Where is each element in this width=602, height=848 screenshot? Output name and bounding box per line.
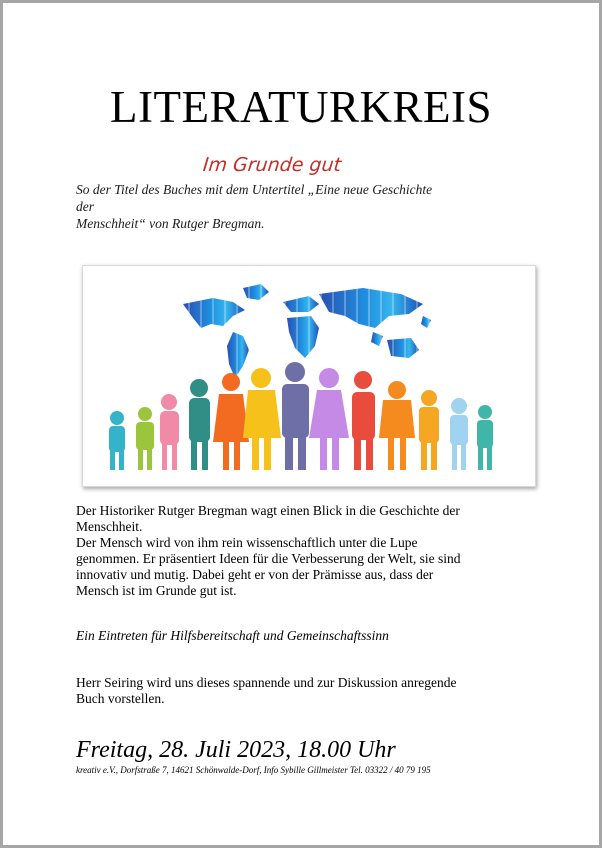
description-line: Menschheit. <box>76 519 143 534</box>
intro-line: So der Titel des Buches mit dem Untertitel „Eine neue Geschichte <box>76 182 433 197</box>
footer-contact: kreativ e.V., Dorfstraße 7, 14621 Schönwalde-Dorf, Info Sybille Gillmeister Tel. 03322 / 40 79 195 <box>76 765 431 775</box>
world-map <box>183 284 431 378</box>
intro-line: der <box>76 199 94 214</box>
description-line: Mensch ist im Grunde gut ist. <box>76 583 237 598</box>
intro-text <box>76 181 526 232</box>
presenter-line: Herr Seiring wird uns dieses spannende und zur Diskussion anregende <box>76 675 457 690</box>
page-title: LITERATURKREIS <box>110 82 492 132</box>
book-title: Im Grunde gut <box>201 154 343 176</box>
tagline: Ein Eintreten für Hilfsbereitschaft und Gemeinschaftssinn <box>76 628 389 643</box>
description-line: genommen. Er präsentiert Ideen für die Verbesserung der Welt, sie sind <box>76 551 461 566</box>
intro-line: Menschheit“ von Rutger Bregman. <box>76 216 265 231</box>
world-map-people-icon <box>83 266 535 486</box>
event-date: Freitag, 28. Juli 2023, 18.00 Uhr <box>76 737 396 763</box>
presenter-line: Buch vorstellen. <box>76 691 165 706</box>
description-text <box>76 503 536 599</box>
people-silhouettes <box>109 362 493 470</box>
description-line: Der Historiker Rutger Bregman wagt einen Blick in die Geschichte der <box>76 503 460 518</box>
description-line: innovativ und mutig. Dabei geht er von der Prämisse aus, dass der <box>76 567 434 582</box>
description-line: Der Mensch wird von ihm rein wissenschaftlich unter die Lupe <box>76 535 418 550</box>
presenter-text <box>76 675 546 707</box>
world-people-illustration <box>82 265 536 487</box>
